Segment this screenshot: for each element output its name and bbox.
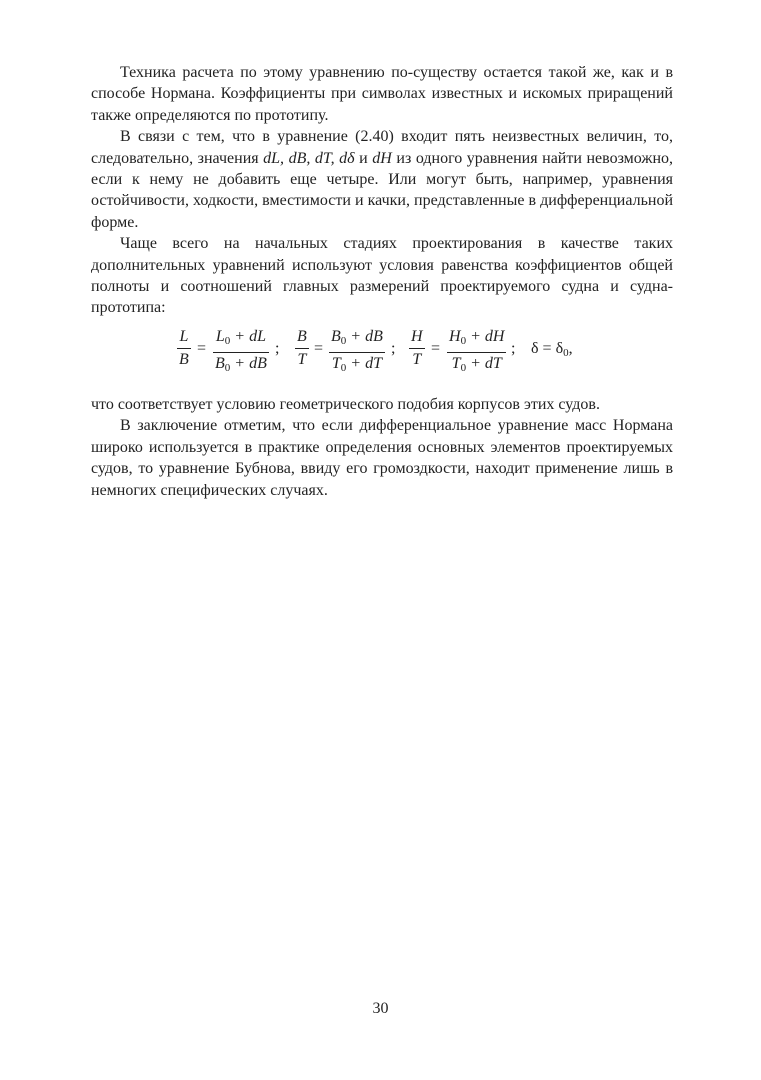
fraction-l-over-b [177,326,191,371]
paragraph-5: В заключение отметим, что если дифференциальное уравнение масс Нормана широко используется в практике определения основных элементов проектируемых судов, то уравнение Бубнова, ввиду его громоздкости, находит применение лишь в немногих специфических случаях. [91,417,673,499]
variable: B [331,327,341,345]
variable: L [215,327,225,345]
term: + dB [346,327,383,345]
denominator: B [179,350,189,368]
paragraph-2-start: В связи с тем, что в уравнение (2.40) входит пять неизвестных величин, то, следовательно, значения [91,128,673,167]
numerator [329,326,385,352]
delta-expression: δ = δ [531,339,564,357]
term: + dL [230,327,266,345]
paragraph-2 [91,126,673,233]
numerator [447,326,506,352]
variable: T [331,354,341,372]
numerator: B [297,327,307,345]
similarity-formula [91,324,673,388]
numerator: L [179,327,189,345]
paragraph-2-variable-dh: dH [372,149,392,167]
paragraph-2-end: из одного уравнения найти невозможно, если к нему не добавить еще четыре. Или могут быть, например, уравнения остойчивости, ходкости, вместимости и качки, представленные в дифференциальной форме. [91,149,673,231]
paragraph-2-variables: dL, dB, dT, dδ [263,149,355,167]
separator: ; [391,339,396,357]
equals-sign: = [197,339,207,357]
variable: H [449,327,461,345]
numerator: H [411,327,423,345]
paragraph-3: Чаще всего на начальных стадиях проектирования в качестве таких дополнительных уравнений используют условия равенства коэффициентов общей полноты и соотношений главных размерений проектируемого судна и судна-прототипа: [91,235,673,317]
subscript: 0 [460,361,467,374]
variable: B [215,354,225,372]
denominator: T [412,350,422,368]
subscript: 0 [460,334,467,347]
equals-sign: = [431,339,441,357]
denominator [450,353,504,379]
equals-sign: = [314,339,324,357]
denominator [330,353,384,379]
variable: T [451,354,461,372]
fraction-h-over-t [409,326,425,371]
paragraph-4: что соответствует условию геометрического подобия корпусов этих судов. [91,395,600,413]
denominator: T [297,350,307,368]
term: + dT [466,354,502,372]
paragraph-2-and: и [354,149,373,167]
page-number: 30 [372,1000,389,1017]
fraction-l0-dl-over-b0-db [213,326,269,379]
separator: ; [511,339,516,357]
page-body [91,62,673,501]
subscript: 0 [563,346,569,359]
fraction-h0-dh-over-t0-dt [447,326,506,379]
subscript: 0 [224,334,231,347]
denominator [213,353,269,379]
numerator [214,326,268,352]
separator: ; [275,339,280,357]
fraction-b0-db-over-t0-dt [329,326,385,379]
subscript: 0 [224,361,231,374]
delta-equation [531,338,573,364]
paragraph-1: Техника расчета по этому уравнению по-существу остается такой же, как и в способе Нормана. Коэффициенты при символах известных и искомых приращений также определяются по прототипу. [91,64,673,124]
subscript: 0 [340,361,347,374]
subscript: 0 [340,334,347,347]
comma: , [568,339,573,357]
fraction-b-over-t [295,326,309,371]
term: + dB [230,354,267,372]
term: + dT [346,354,382,372]
term: + dH [466,327,505,345]
